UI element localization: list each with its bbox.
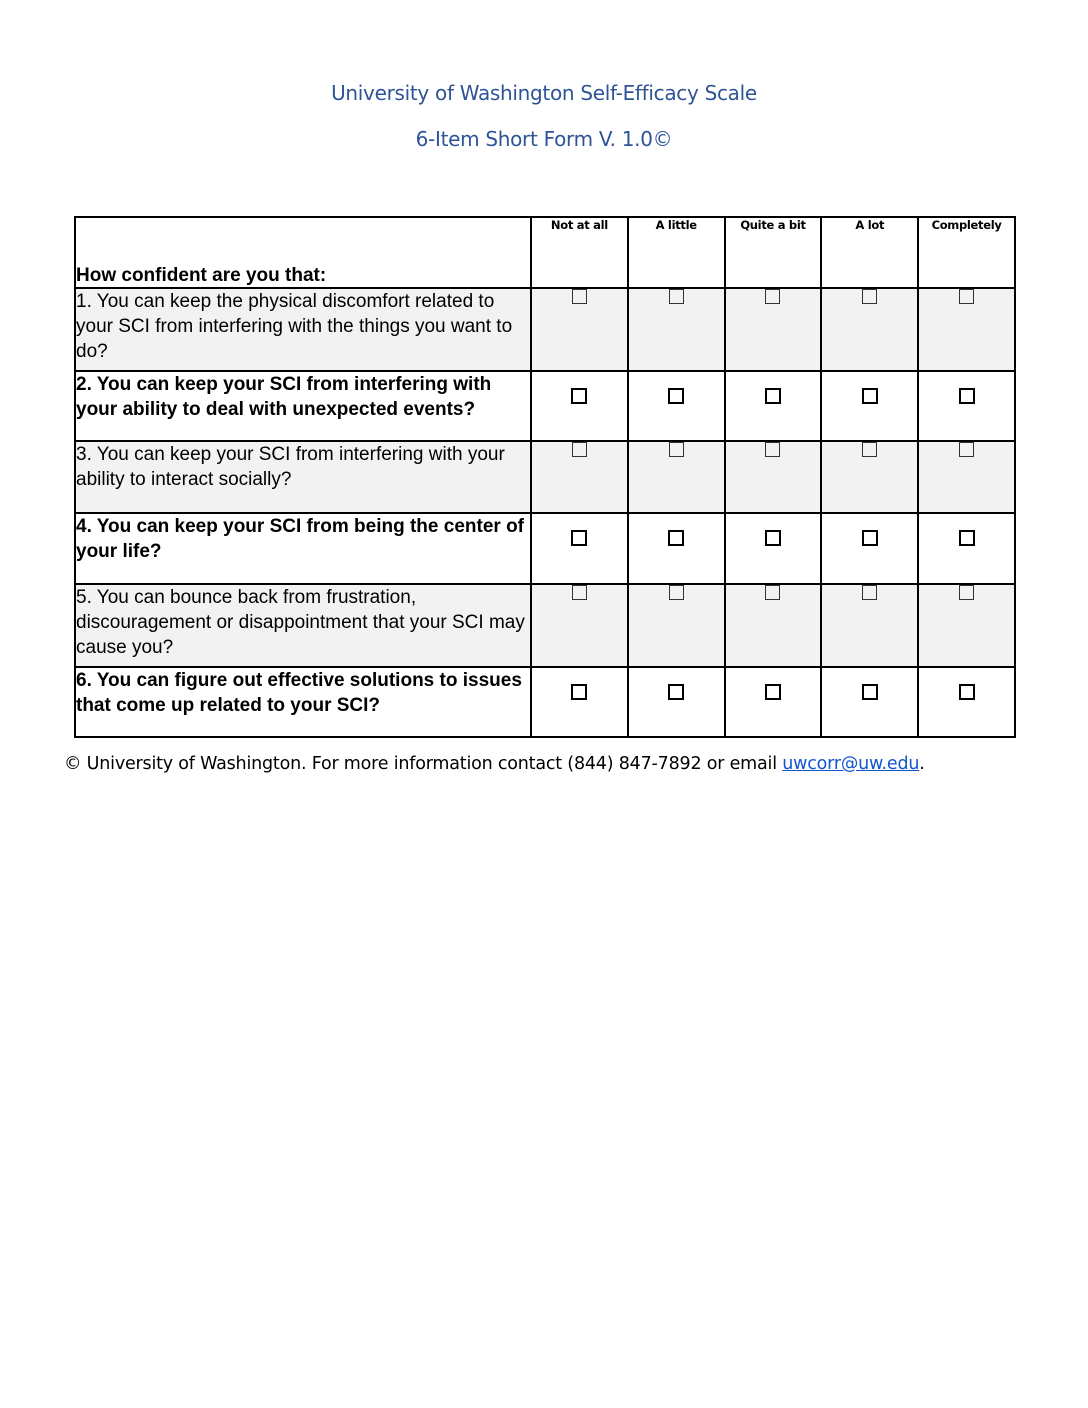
checkbox-q2-not-at-all[interactable]: [571, 388, 587, 404]
copyright-footer: [64, 754, 925, 774]
question-header: How confident are you that:: [75, 217, 531, 288]
form-subtitle: 6-Item Short Form V. 1.0©: [415, 127, 673, 151]
checkbox-q5-completely[interactable]: [959, 585, 974, 600]
checkbox-q5-not-at-all[interactable]: [572, 585, 587, 600]
question-6: 6. You can figure out effective solutions to issues that come up related to your SCI?: [75, 667, 531, 737]
checkbox-q1-a-lot[interactable]: [862, 289, 877, 304]
checkbox-q4-a-little[interactable]: [668, 530, 684, 546]
checkbox-q1-not-at-all[interactable]: [572, 289, 587, 304]
self-efficacy-table: [74, 216, 1016, 738]
checkbox-q1-a-little[interactable]: [669, 289, 684, 304]
checkbox-q2-a-little[interactable]: [668, 388, 684, 404]
table-row: [75, 513, 1015, 584]
checkbox-q5-quite-a-bit[interactable]: [765, 585, 780, 600]
option-header-a-lot: A lot: [821, 217, 918, 288]
table-row: [75, 441, 1015, 513]
question-2: 2. You can keep your SCI from interfering with your ability to deal with unexpected events?: [75, 371, 531, 441]
checkbox-q3-completely[interactable]: [959, 442, 974, 457]
checkbox-q3-a-lot[interactable]: [862, 442, 877, 457]
checkbox-q6-not-at-all[interactable]: [571, 684, 587, 700]
checkbox-q1-completely[interactable]: [959, 289, 974, 304]
checkbox-q5-a-lot[interactable]: [862, 585, 877, 600]
checkbox-q4-a-lot[interactable]: [862, 530, 878, 546]
footer-text: © University of Washington. For more information contact (844) 847-7892 or email: [64, 754, 783, 774]
checkbox-q6-completely[interactable]: [959, 684, 975, 700]
checkbox-q1-quite-a-bit[interactable]: [765, 289, 780, 304]
checkbox-q2-completely[interactable]: [959, 388, 975, 404]
table-row: [75, 584, 1015, 667]
table-row: [75, 288, 1015, 371]
table-row: [75, 371, 1015, 441]
scale-title: University of Washington Self-Efficacy Scale: [331, 81, 757, 105]
table-row: [75, 667, 1015, 737]
option-header-completely: Completely: [918, 217, 1015, 288]
checkbox-q3-not-at-all[interactable]: [572, 442, 587, 457]
checkbox-q6-quite-a-bit[interactable]: [765, 684, 781, 700]
checkbox-q4-not-at-all[interactable]: [571, 530, 587, 546]
checkbox-q4-quite-a-bit[interactable]: [765, 530, 781, 546]
question-5: 5. You can bounce back from frustration, discouragement or disappointment that your SCI may cause you?: [75, 584, 531, 667]
email-link[interactable]: uwcorr@uw.edu: [782, 754, 920, 774]
question-1: 1. You can keep the physical discomfort related to your SCI from interfering with the things you want to do?: [75, 288, 531, 371]
question-3: 3. You can keep your SCI from interfering with your ability to interact socially?: [75, 441, 531, 513]
checkbox-q4-completely[interactable]: [959, 530, 975, 546]
option-header-quite-a-bit: Quite a bit: [725, 217, 822, 288]
checkbox-q5-a-little[interactable]: [669, 585, 684, 600]
checkbox-q2-quite-a-bit[interactable]: [765, 388, 781, 404]
header-row: [75, 217, 1015, 288]
checkbox-q6-a-lot[interactable]: [862, 684, 878, 700]
checkbox-q6-a-little[interactable]: [668, 684, 684, 700]
checkbox-q2-a-lot[interactable]: [862, 388, 878, 404]
checkbox-q3-quite-a-bit[interactable]: [765, 442, 780, 457]
question-4: 4. You can keep your SCI from being the center of your life?: [75, 513, 531, 584]
option-header-not-at-all: Not at all: [531, 217, 628, 288]
checkbox-q3-a-little[interactable]: [669, 442, 684, 457]
footer-period: .: [919, 754, 925, 774]
option-header-a-little: A little: [628, 217, 725, 288]
